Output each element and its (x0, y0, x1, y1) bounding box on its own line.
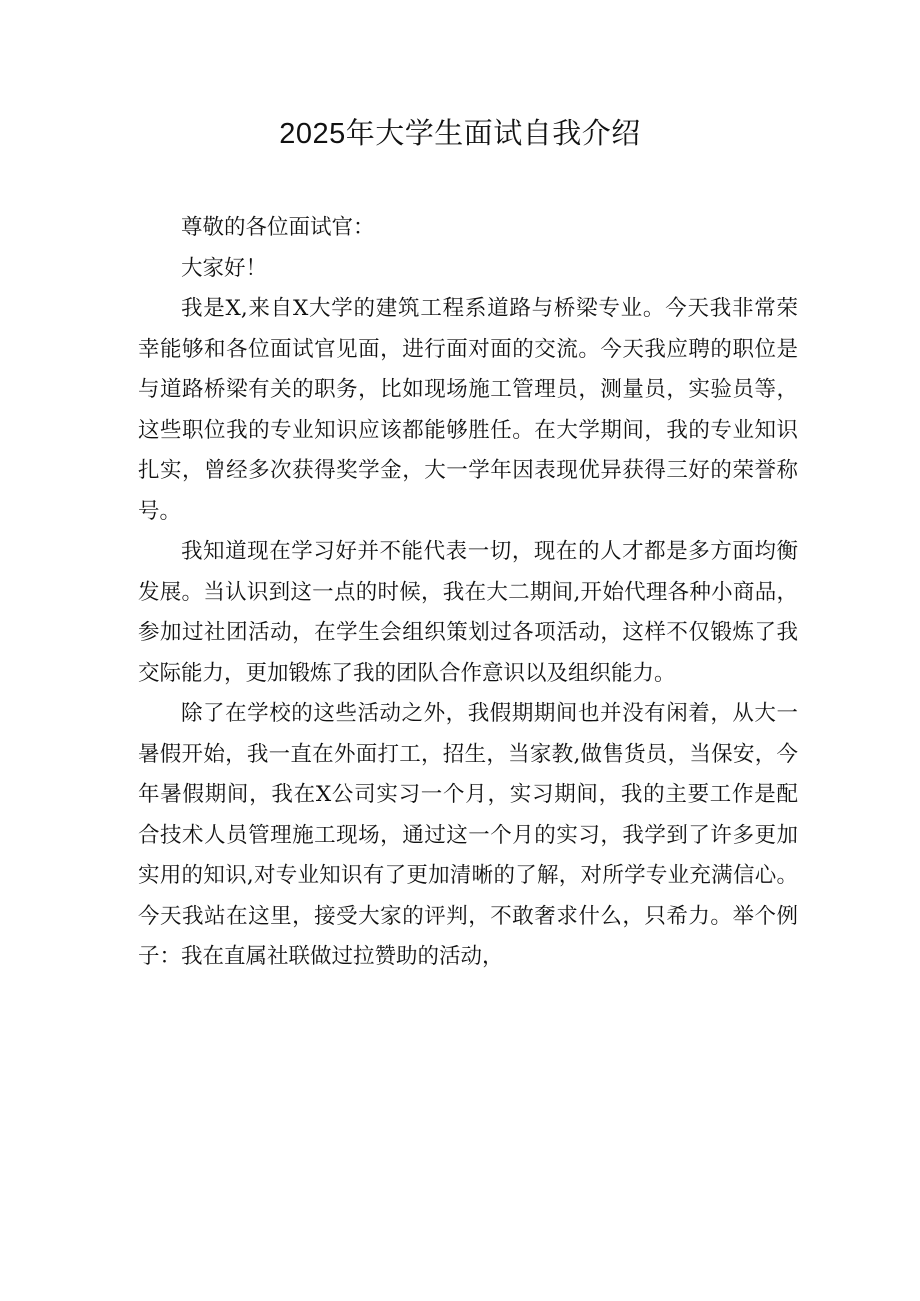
paragraph-introduction: 我是X,来自X大学的建筑工程系道路与桥梁专业。今天我非常荣幸能够和各位面试官见面，进行面对面的交流。今天我应聘的职位是与道路桥梁有关的职务，比如现场施工管理员，测量员，实验员等，这些职位我的专业知识应该都能够胜任。在大学期间，我的专业知识扎实，曾经多次获得奖学金，大一学年因表现优异获得三好的荣誉称号。 (138, 296, 798, 524)
paragraph-development: 我知道现在学习好并不能代表一切，现在的人才都是多方面均衡发展。当认识到这一点的时候，我在大二期间,开始代理各种小商品，参加过社团活动，在学生会组织策划过各项活动，这样不仅锻炼了我交际能力，更加锻炼了我的团队合作意识以及组织能力。 (138, 539, 798, 686)
paragraph-greeting: 大家好！ (181, 255, 268, 281)
paragraph-work-experience: 除了在学校的这些活动之外，我假期期间也并没有闲着，从大一暑假开始，我一直在外面打工，招生，当家教,做售货员，当保安，今年暑假期间，我在X公司实习一个月，实习期间，我的主要工作是配合技术人员管理施工现场，通过这一个月的实习，我学到了许多更加实用的知识,对专业知识有了更加清晰的了解，对所学专业充满信心。今天我站在这里，接受大家的评判，不敢奢求什么，只希力。举个例子：我在直属社联做过拉赞助的活动， (138, 701, 798, 969)
document-title: 2025年大学生面试自我介绍 (279, 118, 641, 150)
document-body (138, 208, 798, 978)
paragraph-salutation: 尊敬的各位面试官： (181, 215, 375, 240)
